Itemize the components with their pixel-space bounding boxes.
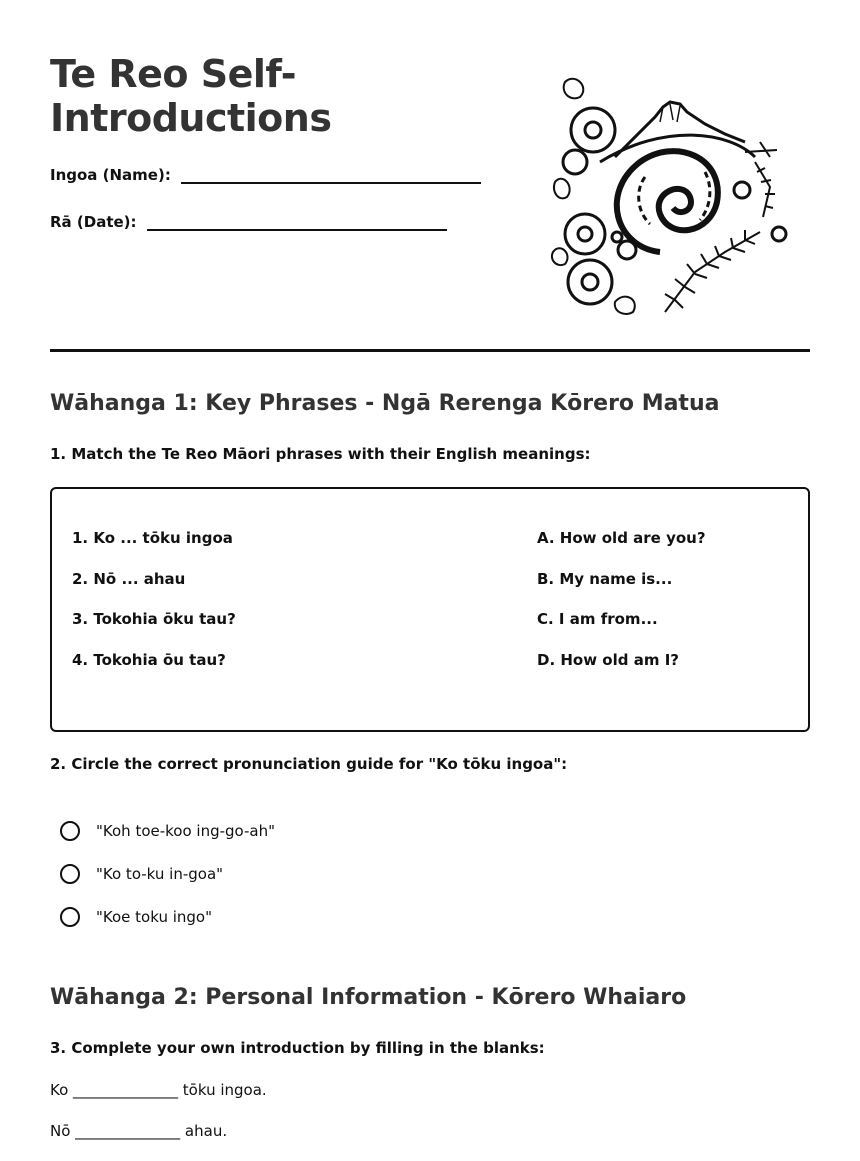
name-label: Ingoa (Name): [50,166,171,184]
maori-phrase-item[interactable]: 4. Tokohia ōu tau? [72,651,226,669]
maori-phrase-item[interactable]: 3. Tokohia ōku tau? [72,610,236,628]
fill-in-sentence[interactable]: Ko ______________ tōku ingoa. [50,1081,267,1099]
maori-phrase-item[interactable]: 2. Nō ... ahau [72,570,186,588]
radio-circle-icon[interactable] [60,864,80,884]
radio-circle-icon[interactable] [60,907,80,927]
pronunciation-option[interactable] [60,907,212,927]
option-label: "Koe toku ingo" [96,908,212,926]
header-divider [50,349,810,352]
name-blank-line[interactable] [181,168,481,184]
question-3-prompt: 3. Complete your own introduction by filling in the blanks: [50,1039,545,1057]
pronunciation-option[interactable] [60,864,223,884]
name-field [50,166,481,184]
date-blank-line[interactable] [147,215,447,231]
page-title: Te Reo Self-Introductions [50,52,332,140]
question-1-prompt: 1. Match the Te Reo Māori phrases with their English meanings: [50,445,591,463]
section2-heading: Wāhanga 2: Personal Information - Kōrero Whaiaro [50,985,687,1010]
radio-circle-icon[interactable] [60,821,80,841]
english-meaning-item[interactable]: C. I am from... [537,610,658,628]
english-meaning-item[interactable]: D. How old am I? [537,651,679,669]
matching-box [50,487,810,732]
date-field [50,213,447,231]
maori-phrase-item[interactable]: 1. Ko ... tōku ingoa [72,529,233,547]
date-label: Rā (Date): [50,213,137,231]
section1-heading: Wāhanga 1: Key Phrases - Ngā Rerenga Kōrero Matua [50,391,720,416]
option-label: "Koh toe-koo ing-go-ah" [96,822,276,840]
question-2-prompt: 2. Circle the correct pronunciation guide for "Ko tōku ingoa": [50,755,568,773]
koru-illustration-icon [545,62,790,320]
option-label: "Ko to-ku in-goa" [96,865,224,883]
fill-in-sentence[interactable]: Nō ______________ ahau. [50,1122,228,1140]
worksheet-page [50,0,810,1140]
english-meaning-item[interactable]: A. How old are you? [537,529,706,547]
english-meaning-item[interactable]: B. My name is... [537,570,673,588]
pronunciation-option[interactable] [60,821,275,841]
worksheet-header [50,0,810,352]
